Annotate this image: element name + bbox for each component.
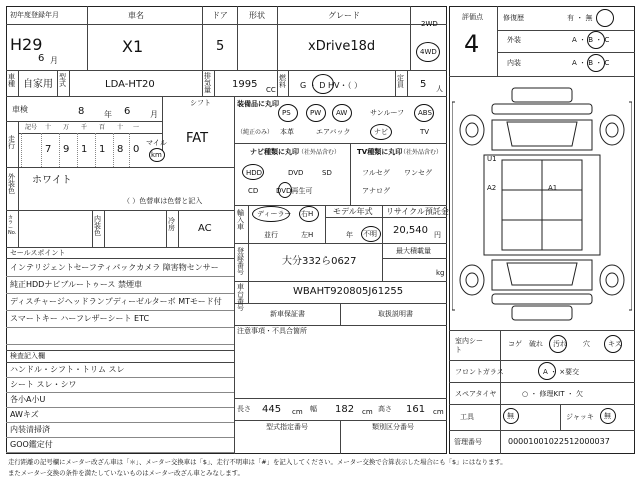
usage-value: 自家用	[23, 79, 53, 90]
inspector-note-line: シート スレ・シワ	[10, 380, 77, 389]
mileage-cell-divider	[41, 133, 42, 167]
sales-point-rule	[6, 344, 234, 345]
seat-condition-option: キズ	[608, 340, 622, 348]
mgmt-no-label: 管理番号	[454, 438, 482, 446]
length-value: 445	[262, 404, 282, 415]
vin-label: 車台番号	[237, 283, 244, 312]
navi-type: DVD再生可	[276, 187, 313, 195]
tv-type: ワンセグ	[404, 169, 432, 177]
jack-label: ジャッキ	[566, 413, 594, 421]
capacity-label: 定員	[397, 74, 404, 89]
sales-point-rule	[6, 310, 234, 311]
inspector-note-line: GOO鑑定付	[10, 440, 53, 449]
model-year-label: モデル年式	[333, 207, 373, 216]
mileage-digit: 1	[99, 144, 106, 155]
import-label: 輸入車	[237, 209, 244, 231]
equipment-item: PW	[310, 109, 322, 117]
seat-condition-option: 破れ	[529, 340, 543, 348]
import-left-hand: 左H	[301, 231, 314, 239]
fuel-diesel-circle	[312, 74, 334, 94]
spare-tire-label: スペアタイヤ	[455, 390, 497, 398]
sales-point-line: 純正HDDナビブルートゥース 禁煙車	[10, 280, 142, 289]
manual-label: 取扱説明書	[378, 310, 413, 318]
inspection-year-unit: 年	[104, 110, 112, 119]
import-parallel: 並行	[264, 231, 278, 239]
vin-value: WBAHT920805J61255	[293, 286, 404, 297]
length-label: 長さ	[237, 405, 251, 413]
mileage-place-label: 一	[133, 124, 140, 131]
inspector-note-line: AWキズ	[10, 410, 39, 419]
inspector-rule	[6, 407, 234, 408]
footer-line-1: 走行距離の記号欄にメーター改ざん車は「＊」、メーター交換車は「$」、走行不明車は「#」を記入してください。メーター交換で合算表示した場合にも「$」にはなります。	[8, 458, 507, 466]
damage-label-a2: A2	[487, 184, 497, 192]
seat-scratch-circle	[604, 335, 622, 353]
mileage-digit: 7	[45, 144, 52, 155]
import-right-hand: 右H	[301, 210, 314, 218]
interior-grade-label: 内装	[507, 59, 521, 67]
score-value: 4	[464, 30, 480, 58]
mileage-cell-divider	[129, 133, 130, 167]
mileage-digit: 9	[63, 144, 70, 155]
inspector-note-line: 各小A小U	[10, 395, 46, 404]
max-load-unit: kg	[436, 269, 445, 277]
ac-label: 冷房	[168, 217, 175, 232]
first-reg-month-unit: 月	[50, 56, 58, 65]
shift-label: シフト	[190, 99, 211, 107]
mgmt-no-value: 00001001022512000037	[508, 437, 610, 446]
seat-stain-circle	[549, 335, 567, 353]
tv-label: TV種類に丸印	[357, 148, 403, 156]
inspector-rule	[6, 377, 234, 378]
doors-label: ドア	[212, 11, 228, 20]
inspection-label: 車検	[12, 105, 28, 114]
inspection-month: 6	[124, 106, 131, 117]
mileage-label: 走行	[8, 135, 15, 150]
width-value: 182	[335, 404, 355, 415]
max-load-label: 最大積載量	[396, 247, 431, 255]
grade-label: グレード	[328, 11, 360, 20]
recycle-label: リサイクル預託金	[386, 207, 449, 216]
mileage-unit-km: km	[151, 151, 162, 159]
drive-2wd: 2WD	[421, 20, 438, 28]
mileage-place-label: 万	[63, 124, 70, 131]
sales-point-line: インテリジェントセーフティパックカメラ 障害物センサー	[10, 263, 219, 272]
ac-value: AC	[198, 223, 212, 234]
recycle-yen: 円	[434, 231, 441, 239]
inspector-note-line: 内装清掃済	[10, 425, 50, 434]
equipment-item: AW	[336, 109, 348, 117]
mileage-cell-divider	[113, 133, 114, 167]
car-condition-diagram	[452, 80, 632, 330]
navi-type: DVD	[288, 169, 304, 177]
sales-point-rule	[6, 276, 234, 277]
repair-none-circle	[596, 9, 614, 27]
doors-value: 5	[216, 39, 225, 54]
interior-grade-options: A ・ B ・ C	[572, 59, 610, 67]
plate-value: 大分332ら0627	[282, 256, 357, 267]
recycle-value: 20,540	[393, 225, 428, 236]
navi-type: CD	[248, 187, 259, 195]
sales-points-label: セールスポイント	[10, 249, 66, 257]
color-change-note: （ ）色替車は色替と記入	[123, 197, 203, 205]
tv-type: フルセグ	[362, 169, 390, 177]
mileage-digit: 1	[81, 144, 88, 155]
navi-label: ナビ種類に丸印	[250, 148, 299, 156]
inspector-rule	[6, 392, 234, 393]
plate-label: 登録番号	[237, 247, 244, 276]
sales-point-rule	[6, 327, 234, 328]
tv-note: （社外品含む）	[400, 149, 443, 156]
exterior-color-value: ホワイト	[32, 175, 72, 186]
height-unit: cm	[433, 408, 444, 416]
mileage-digit: 0	[133, 144, 140, 155]
front-glass-a-circle	[538, 362, 556, 380]
seat-condition-option: コゲ	[508, 340, 522, 348]
model-label: 型式	[59, 73, 66, 88]
equipment-item: エアバック	[316, 128, 351, 136]
equipment-item: ABS	[418, 109, 432, 117]
interior-b-circle	[587, 54, 605, 72]
mileage-place-label: 記号	[25, 124, 38, 131]
grade-value: xDrive18d	[308, 39, 376, 54]
exterior-b-circle	[587, 31, 605, 49]
capacity-value: 5	[420, 79, 427, 90]
equipment-item: 本革	[280, 128, 294, 136]
inspector-rule	[6, 437, 234, 438]
sales-point-rule	[6, 293, 234, 294]
exterior-color-label: 外装色	[8, 173, 15, 195]
width-label: 幅	[310, 405, 317, 413]
inspector-note-line: ハンドル・シフト・トリム スレ	[10, 365, 125, 374]
navi-type: HDD	[246, 169, 263, 177]
jack-value: 無	[604, 412, 611, 420]
equipment-label: 装備品に丸印	[237, 100, 279, 108]
inspection-year: 8	[78, 106, 85, 117]
inspector-rule	[6, 452, 234, 453]
first-reg-month: 6	[38, 53, 45, 64]
displacement-value: 1995	[232, 79, 258, 90]
fuel-options: G ・ D HV・（ ）	[300, 81, 363, 90]
equipment-item: PS	[282, 109, 291, 117]
mileage-cell-divider	[59, 133, 60, 167]
height-label: 高さ	[378, 405, 392, 413]
mileage-cell-divider	[95, 133, 96, 167]
color-no-label: カラーNo.	[8, 215, 17, 236]
cc-unit: CC	[266, 86, 276, 94]
inspector-label: 検査記入欄	[10, 352, 45, 360]
tools-label: 工具	[460, 413, 474, 421]
mileage-place-label: 千	[81, 124, 88, 131]
front-glass-options: A ・ ×要交	[543, 368, 580, 376]
model-year-unknown: 不明	[363, 230, 377, 238]
equipment-item: TV	[420, 128, 430, 136]
warranty-label: 新車保証書	[270, 310, 305, 318]
drive-4wd: 4WD	[420, 48, 437, 56]
score-label: 評価点	[462, 13, 483, 21]
front-glass-label: フロントガラス	[455, 368, 504, 376]
class-no-label: 類別区分番号	[372, 423, 414, 431]
inspector-rule	[6, 422, 234, 423]
fuel-label: 燃料	[279, 74, 286, 89]
repair-options: 有 ・ 無	[567, 14, 593, 22]
spare-tire-options: ○ ・ 修理KIT ・ 欠	[522, 390, 583, 398]
model-year-unit: 年	[346, 231, 353, 239]
inspection-month-unit: 月	[150, 110, 158, 119]
displacement-label: 排気量	[204, 72, 211, 94]
sales-point-line: スマートキー ハーフレザーシート ETC	[10, 314, 150, 323]
mileage-place-label: 十	[45, 124, 52, 131]
mileage-place-label: 百	[99, 124, 106, 131]
seat-condition-option: 汚れ	[553, 340, 567, 348]
type-no-label: 型式指定番号	[266, 423, 308, 431]
shape-label: 形状	[249, 11, 265, 20]
height-value: 161	[406, 404, 426, 415]
first-reg-year: H29	[10, 35, 43, 54]
model-value: LDA-HT20	[105, 79, 155, 90]
tools-value: 無	[507, 412, 514, 420]
length-unit: cm	[292, 408, 303, 416]
equipment-item: サンルーフ	[370, 109, 405, 117]
mileage-unit-mile: マイル	[146, 139, 167, 147]
navi-note: （社外品含む）	[298, 149, 341, 156]
first-reg-label: 初年度登録年月	[10, 11, 59, 19]
car-name: X1	[122, 37, 144, 56]
exterior-grade-label: 外装	[507, 36, 521, 44]
equipment-item: ナビ	[374, 128, 388, 136]
import-dealer: ディーラー	[257, 210, 292, 218]
tv-type: アナログ	[362, 187, 390, 195]
sales-point-line: ディスチャージヘッドランプディーゼルターボ MTモード付	[10, 297, 222, 306]
mileage-cell-divider	[77, 133, 78, 167]
seat-condition-option: 穴	[583, 340, 590, 348]
interior-color-label: 内装色	[94, 215, 101, 237]
car-name-label: 車名	[128, 11, 144, 20]
capacity-unit: 人	[436, 85, 443, 93]
shift-value: FAT	[186, 131, 209, 146]
footer-line-2: またメーター交換の条件を満たしていないものはメーター改ざん車とみなします。	[8, 469, 244, 477]
equipment-note: （純正のみ）	[237, 129, 274, 136]
navi-type: SD	[322, 169, 332, 177]
damage-label-a1: A1	[548, 184, 558, 192]
exterior-grade-options: A ・ B ・ C	[572, 36, 610, 44]
notes-label: 注意事項・不具合箇所	[237, 327, 307, 335]
repair-label: 修復歴	[503, 14, 524, 22]
mileage-place-label: 十	[117, 124, 124, 131]
width-unit: cm	[362, 408, 373, 416]
mileage-cell-divider	[21, 133, 22, 167]
damage-label-u1: U1	[487, 155, 497, 163]
interior-seat-label: 室内シート	[455, 337, 483, 355]
category-label: 車種	[8, 73, 15, 88]
mileage-digit: 8	[117, 144, 124, 155]
